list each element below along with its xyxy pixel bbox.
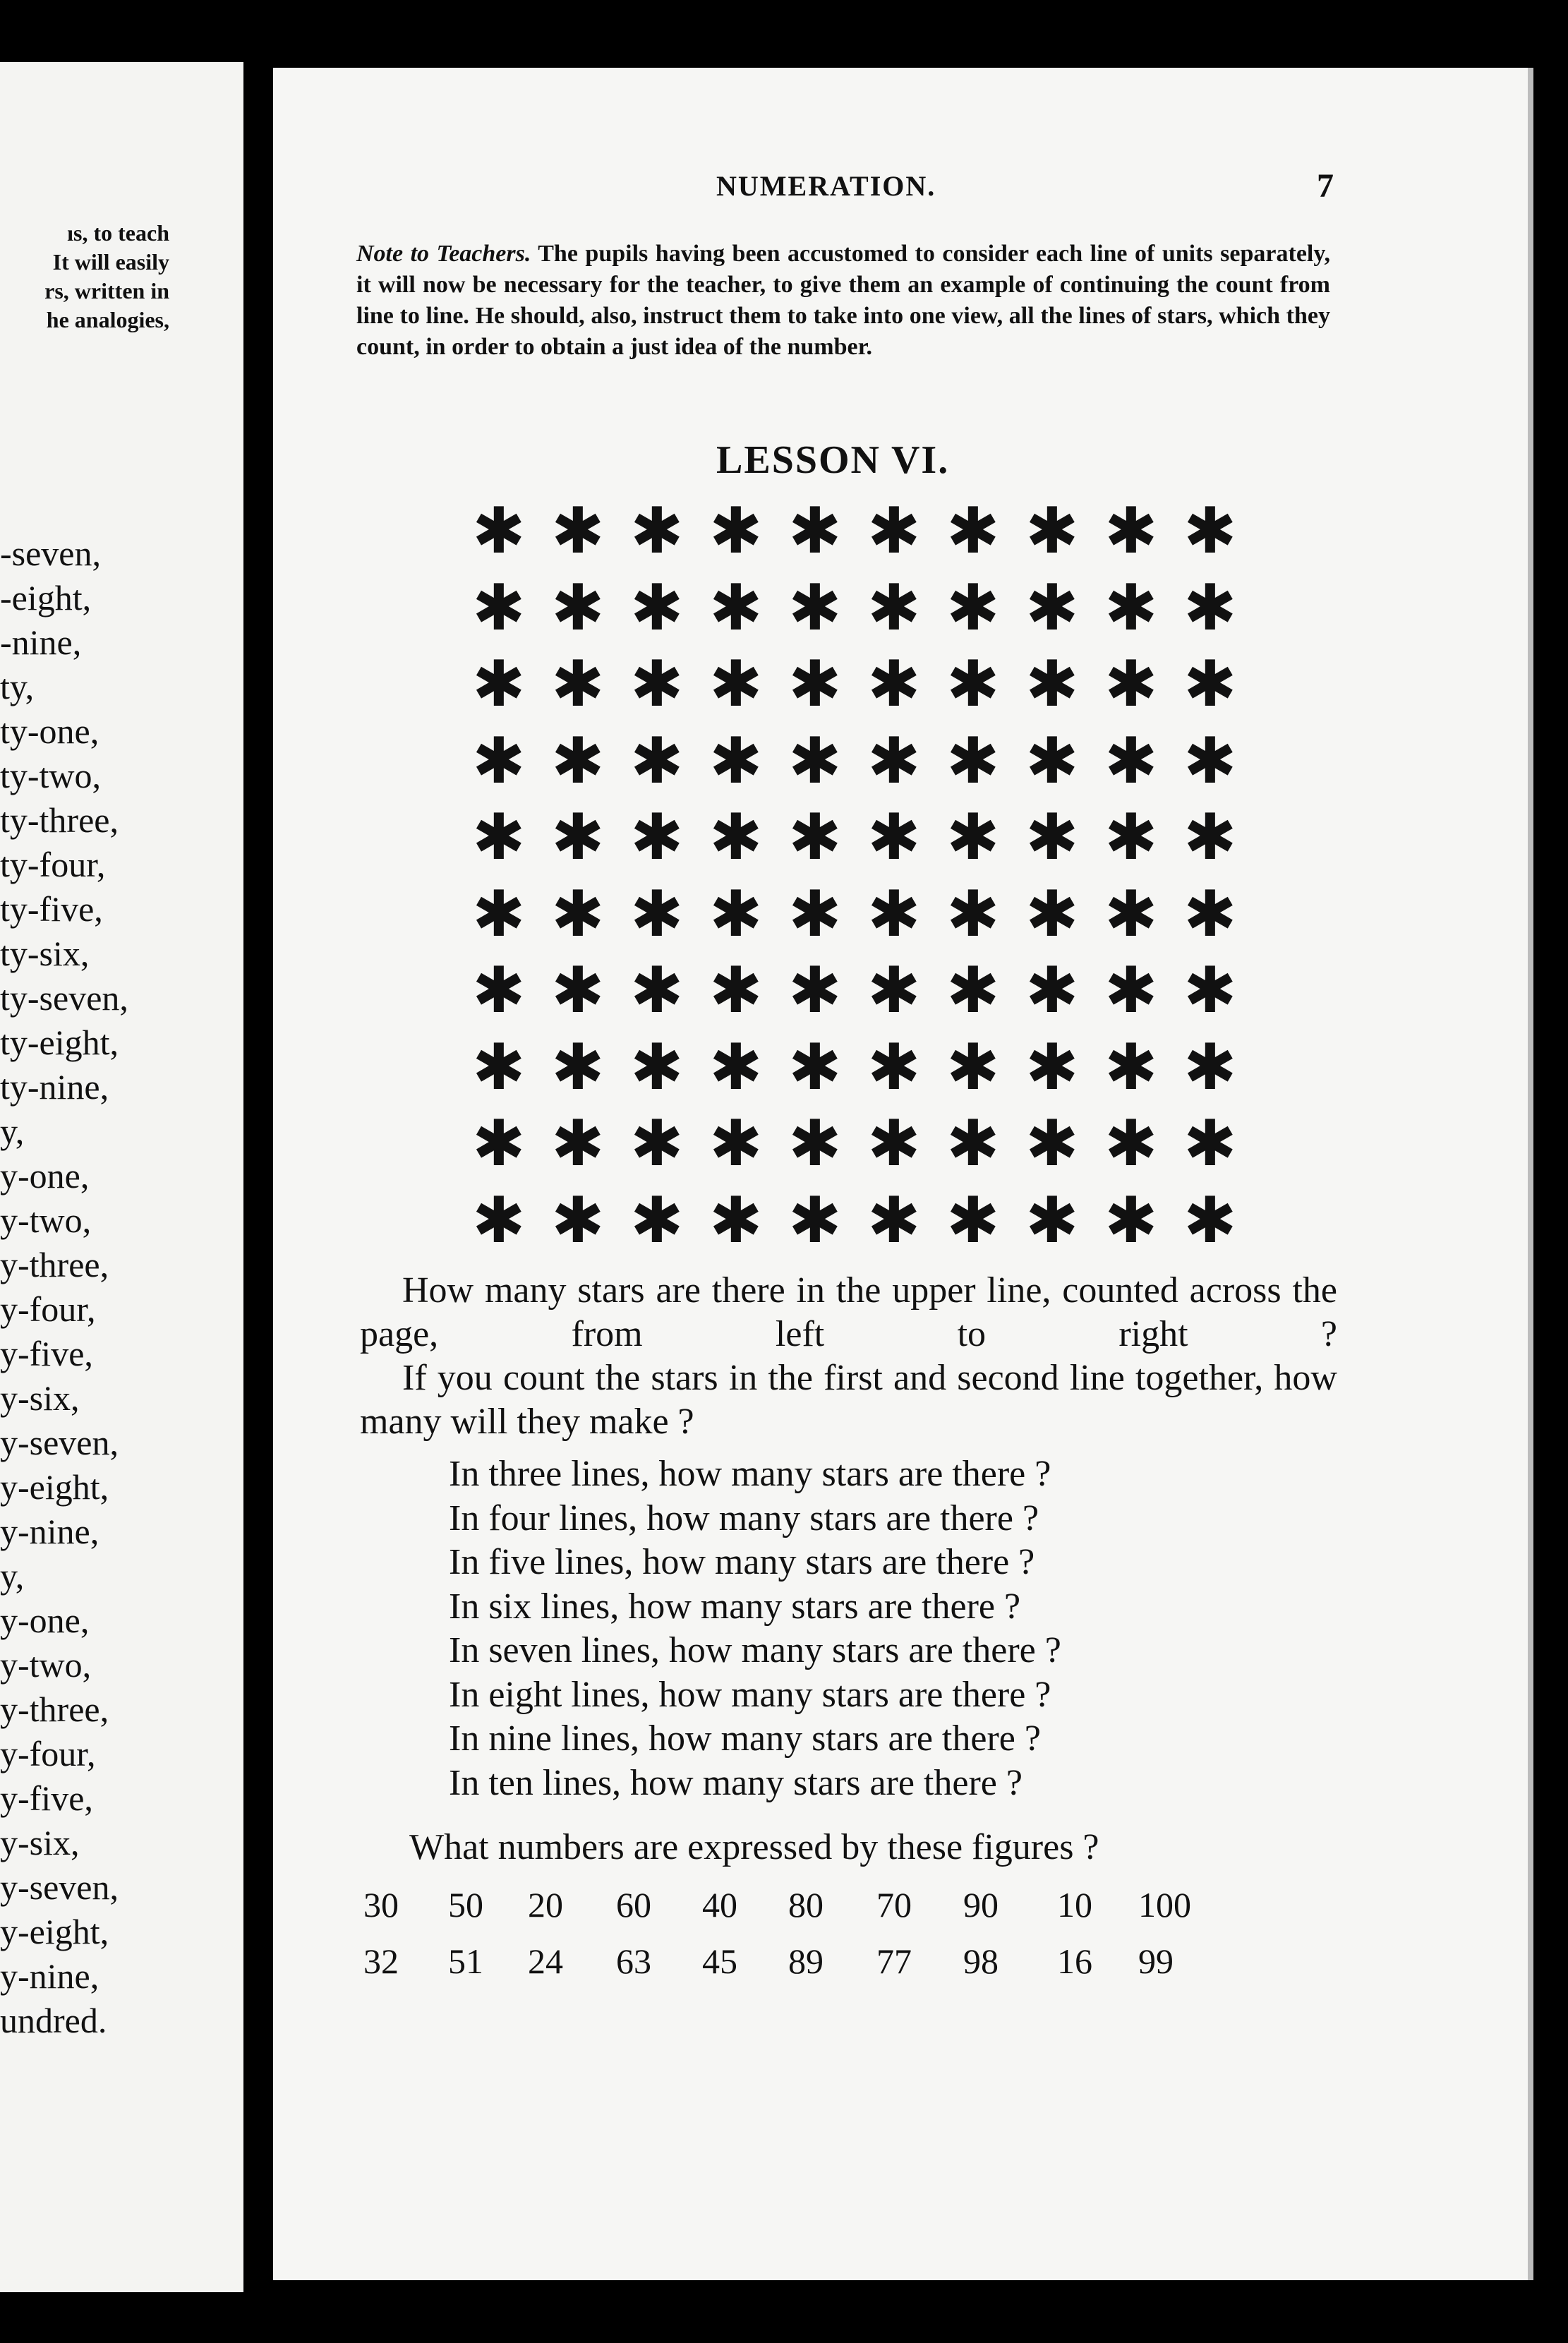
figure-number: 99 — [1138, 1941, 1174, 1981]
star-icon: ✱ — [1183, 494, 1237, 568]
star-icon: ✱ — [946, 1030, 1000, 1104]
left-number-word: y-one, — [0, 1156, 90, 1195]
left-number-word: ty-seven, — [0, 978, 128, 1018]
star-icon: ✱ — [1025, 723, 1079, 798]
star-icon: ✱ — [1183, 953, 1237, 1028]
figure-number: 70 — [876, 1885, 912, 1925]
figure-number: 30 — [363, 1885, 399, 1925]
star-icon: ✱ — [1104, 647, 1158, 721]
figure-number: 90 — [963, 1885, 999, 1925]
figures-prompt: What numbers are expressed by these figures ? — [409, 1827, 1099, 1867]
star-icon: ✱ — [630, 1030, 684, 1104]
left-number-word: y-two, — [0, 1200, 92, 1240]
left-note-line: It will easily — [52, 249, 169, 275]
star-icon: ✱ — [472, 494, 526, 568]
left-number-word: undred. — [0, 2001, 107, 2040]
left-number-word: y-five, — [0, 1778, 93, 1818]
star-icon: ✱ — [551, 570, 605, 645]
figure-number: 45 — [702, 1941, 737, 1981]
star-icon: ✱ — [472, 1183, 526, 1258]
star-icon: ✱ — [946, 647, 1000, 721]
star-icon: ✱ — [788, 494, 842, 568]
left-page-number-words — [0, 531, 128, 2043]
question-list — [449, 1452, 1061, 1805]
star-icon: ✱ — [472, 953, 526, 1028]
left-number-word: y-three, — [0, 1690, 109, 1729]
left-number-word: ty-one, — [0, 711, 99, 751]
star-icon: ✱ — [472, 647, 526, 721]
star-icon: ✱ — [630, 723, 684, 798]
left-number-word: y-seven, — [0, 1423, 119, 1462]
star-icon: ✱ — [1104, 953, 1158, 1028]
left-number-word: y-one, — [0, 1601, 90, 1640]
star-icon: ✱ — [551, 1183, 605, 1258]
star-icon: ✱ — [551, 800, 605, 874]
left-page — [0, 62, 243, 2292]
figure-number: 40 — [702, 1885, 737, 1925]
left-number-word: y-eight, — [0, 1467, 109, 1507]
left-number-word: y-five, — [0, 1334, 93, 1373]
star-icon: ✱ — [788, 647, 842, 721]
star-icon: ✱ — [1104, 1183, 1158, 1258]
star-icon: ✱ — [551, 494, 605, 568]
figure-number: 20 — [528, 1885, 563, 1925]
star-icon: ✱ — [709, 877, 763, 951]
star-icon: ✱ — [630, 877, 684, 951]
left-number-word: y-nine, — [0, 1512, 99, 1551]
star-icon: ✱ — [867, 723, 921, 798]
left-number-word: ty-nine, — [0, 1067, 109, 1107]
figure-number: 98 — [963, 1941, 999, 1981]
star-icon: ✱ — [709, 494, 763, 568]
left-number-word: ty-two, — [0, 756, 102, 795]
star-icon: ✱ — [709, 570, 763, 645]
star-icon: ✱ — [946, 800, 1000, 874]
star-icon: ✱ — [788, 1030, 842, 1104]
star-icon: ✱ — [709, 800, 763, 874]
star-icon: ✱ — [1183, 1183, 1237, 1258]
figure-number: 89 — [788, 1941, 824, 1981]
question-upper-line: How many stars are there in the upper line, counted across the page, from left to right ? — [360, 1270, 1337, 1354]
figure-number: 51 — [448, 1941, 483, 1981]
question-item: In six lines, how many stars are there ? — [449, 1586, 1021, 1627]
star-icon: ✱ — [1183, 647, 1237, 721]
star-icon: ✱ — [1104, 1030, 1158, 1104]
star-icon: ✱ — [867, 1107, 921, 1181]
left-number-word: ty, — [0, 667, 35, 706]
question-item: In three lines, how many stars are there ? — [449, 1454, 1051, 1494]
left-number-word: ty-eight, — [0, 1023, 119, 1062]
figure-number: 77 — [876, 1941, 912, 1981]
star-icon: ✱ — [551, 953, 605, 1028]
star-icon: ✱ — [630, 570, 684, 645]
star-icon: ✱ — [788, 1183, 842, 1258]
star-icon: ✱ — [1183, 723, 1237, 798]
question-item: In seven lines, how many stars are there ? — [449, 1630, 1061, 1670]
figure-number: 10 — [1057, 1885, 1092, 1925]
running-title: NUMERATION. — [716, 170, 936, 202]
star-icon: ✱ — [1025, 1030, 1079, 1104]
star-icon: ✱ — [1025, 800, 1079, 874]
left-number-word: y-eight, — [0, 1912, 109, 1951]
left-number-word: y-four, — [0, 1734, 96, 1773]
star-icon: ✱ — [551, 1107, 605, 1181]
question-item: In five lines, how many stars are there ? — [449, 1542, 1035, 1582]
star-icon: ✱ — [630, 1107, 684, 1181]
star-icon: ✱ — [946, 953, 1000, 1028]
question-item: In four lines, how many stars are there ? — [449, 1498, 1039, 1538]
star-icon: ✱ — [788, 570, 842, 645]
star-icon: ✱ — [630, 1183, 684, 1258]
star-icon: ✱ — [946, 877, 1000, 951]
question-two-lines: If you count the stars in the first and second line together, how many will they make ? — [360, 1358, 1337, 1442]
question-item: In eight lines, how many stars are there ? — [449, 1674, 1051, 1715]
star-icon: ✱ — [867, 494, 921, 568]
left-number-word: ty-six, — [0, 934, 90, 973]
figure-number: 24 — [528, 1941, 563, 1981]
star-icon: ✱ — [788, 877, 842, 951]
star-icon: ✱ — [867, 647, 921, 721]
star-icon: ✱ — [1183, 1030, 1237, 1104]
star-icon: ✱ — [709, 1183, 763, 1258]
star-icon: ✱ — [472, 723, 526, 798]
teacher-note-text: The pupils having been accustomed to consider each line of units separately, it will now be necessary for the teacher, to give them an example of continuing the count from line to line. He should, also, instruct them to take into one view, all the lines of stars, which they count, in order to obtain a just idea of the number. — [356, 241, 1330, 360]
star-icon: ✱ — [1104, 570, 1158, 645]
left-number-word: y-two, — [0, 1645, 92, 1685]
star-icon: ✱ — [1183, 877, 1237, 951]
star-icon: ✱ — [472, 1030, 526, 1104]
star-icon: ✱ — [1104, 800, 1158, 874]
star-icon: ✱ — [630, 494, 684, 568]
star-icon: ✱ — [630, 800, 684, 874]
left-number-word: -nine, — [0, 622, 82, 662]
star-icon: ✱ — [472, 570, 526, 645]
star-icon: ✱ — [1025, 1107, 1079, 1181]
star-icon: ✱ — [551, 1030, 605, 1104]
figure-number: 50 — [448, 1885, 483, 1925]
star-icon: ✱ — [867, 877, 921, 951]
star-icon: ✱ — [788, 800, 842, 874]
star-icon: ✱ — [630, 647, 684, 721]
star-icon: ✱ — [551, 723, 605, 798]
star-icon: ✱ — [630, 953, 684, 1028]
left-number-word: -eight, — [0, 578, 92, 618]
left-number-word: y-six, — [0, 1378, 80, 1418]
question-item: In ten lines, how many stars are there ? — [449, 1762, 1023, 1803]
star-icon: ✱ — [472, 877, 526, 951]
star-icon: ✱ — [788, 723, 842, 798]
star-icon: ✱ — [1025, 953, 1079, 1028]
figure-number: 63 — [616, 1941, 651, 1981]
left-number-word: -seven, — [0, 534, 101, 573]
star-icon: ✱ — [946, 570, 1000, 645]
teacher-note-lead: Note to Teachers. — [356, 241, 531, 267]
star-icon: ✱ — [709, 1030, 763, 1104]
star-icon: ✱ — [472, 1107, 526, 1181]
star-icon: ✱ — [1104, 877, 1158, 951]
left-number-word: ty-five, — [0, 889, 103, 929]
star-icon: ✱ — [709, 647, 763, 721]
page-edge — [1528, 68, 1533, 2280]
left-note-line: rs, written in — [44, 278, 169, 303]
left-number-word: y-three, — [0, 1245, 109, 1284]
star-icon: ✱ — [788, 1107, 842, 1181]
left-number-word: y-seven, — [0, 1867, 119, 1907]
page-number: 7 — [1317, 167, 1334, 205]
star-icon: ✱ — [551, 647, 605, 721]
left-number-word: ty-four, — [0, 845, 106, 884]
star-icon: ✱ — [1183, 800, 1237, 874]
left-number-word: y-nine, — [0, 1956, 99, 1996]
star-icon: ✱ — [946, 494, 1000, 568]
teacher-note — [356, 239, 1330, 363]
question-item: In nine lines, how many stars are there ? — [449, 1718, 1041, 1759]
star-icon: ✱ — [867, 800, 921, 874]
star-icon: ✱ — [709, 953, 763, 1028]
star-icon: ✱ — [867, 1030, 921, 1104]
running-head — [448, 169, 1334, 212]
star-icon: ✱ — [1104, 723, 1158, 798]
star-icon: ✱ — [946, 1183, 1000, 1258]
star-icon: ✱ — [1025, 877, 1079, 951]
left-note-line: he analogies, — [46, 307, 169, 332]
star-icon: ✱ — [1025, 494, 1079, 568]
left-number-word: y, — [0, 1556, 25, 1596]
lesson-title: LESSON VI. — [716, 438, 950, 482]
figure-number: 100 — [1138, 1885, 1191, 1925]
star-icon: ✱ — [788, 953, 842, 1028]
left-number-word: y, — [0, 1112, 25, 1151]
star-icon: ✱ — [1025, 1183, 1079, 1258]
figure-number: 32 — [363, 1941, 399, 1981]
figure-number: 80 — [788, 1885, 824, 1925]
left-number-word: ty-three, — [0, 800, 119, 840]
star-icon: ✱ — [551, 877, 605, 951]
star-icon: ✱ — [1183, 1107, 1237, 1181]
star-icon: ✱ — [867, 570, 921, 645]
star-icon: ✱ — [867, 1183, 921, 1258]
star-icon: ✱ — [946, 723, 1000, 798]
star-icon: ✱ — [946, 1107, 1000, 1181]
star-icon: ✱ — [472, 800, 526, 874]
figure-number: 60 — [616, 1885, 651, 1925]
left-page-note — [0, 219, 169, 335]
star-icon: ✱ — [709, 723, 763, 798]
left-number-word: y-four, — [0, 1289, 96, 1329]
star-icon: ✱ — [867, 953, 921, 1028]
star-icon: ✱ — [1104, 1107, 1158, 1181]
star-icon: ✱ — [709, 1107, 763, 1181]
star-icon: ✱ — [1025, 647, 1079, 721]
figure-number: 16 — [1057, 1941, 1092, 1981]
star-icon: ✱ — [1104, 494, 1158, 568]
star-icon: ✱ — [1025, 570, 1079, 645]
left-note-line: ıs, to teach — [67, 220, 169, 246]
questions — [360, 1269, 1337, 1444]
page-gutter — [243, 42, 273, 2301]
star-icon: ✱ — [1183, 570, 1237, 645]
left-number-word: y-six, — [0, 1823, 80, 1862]
